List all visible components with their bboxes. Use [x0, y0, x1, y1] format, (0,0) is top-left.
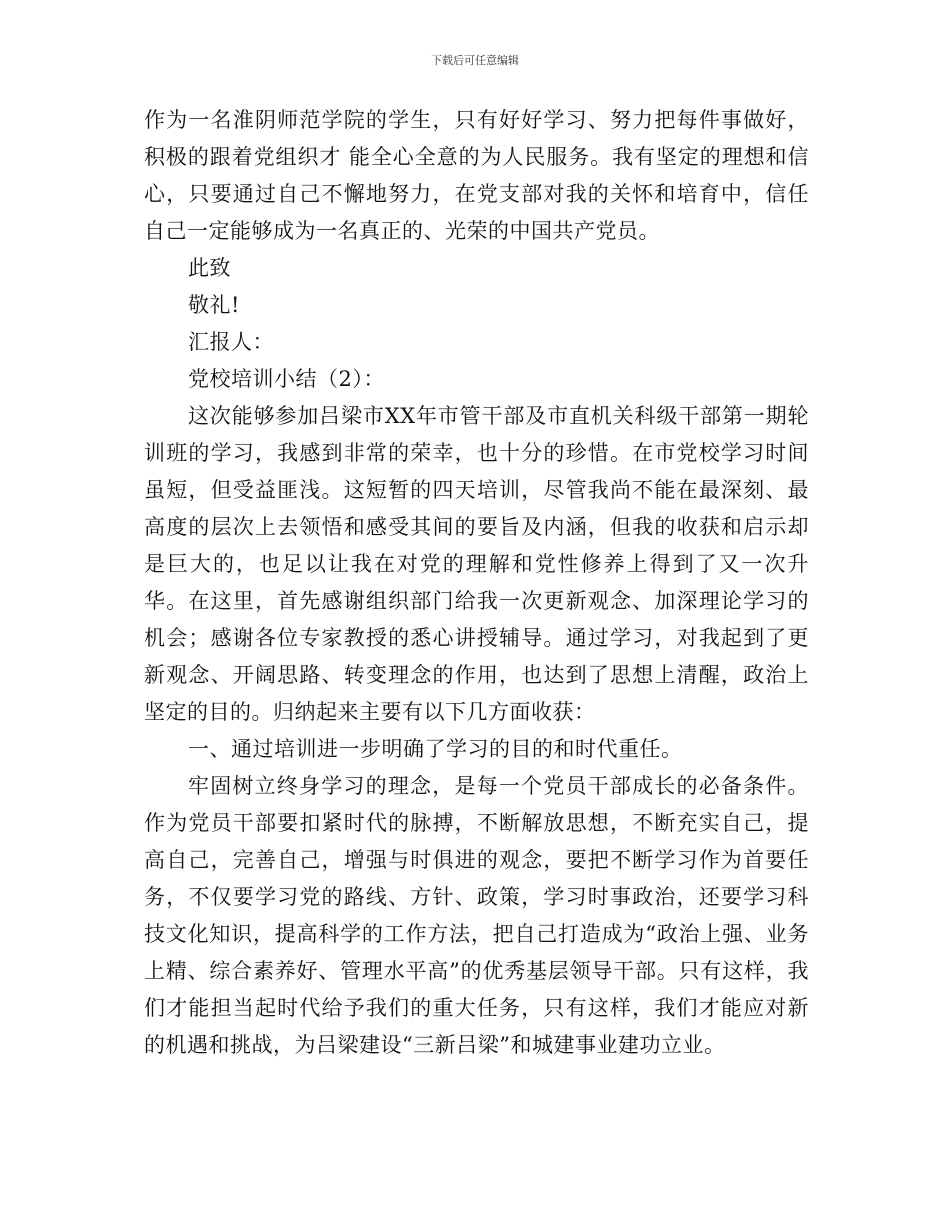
- paragraph-intro: 这次能够参加吕梁市XX年市管干部及市直机关科级干部第一期轮训班的学习，我感到非常的荣幸，也十分的珍惜。在市党校学习时间虽短，但受益匪浅。这短暂的四天培训，尽管我尚不能在最深刻、最高度的层次上去领悟和感受其间的要旨及内涵，但我的收获和启示却是巨大的，也足以让我在对党的理解和党性修养上得到了又一次升华。在这里，首先感谢组织部门给我一次更新观念、加深理论学习的机会；感谢各位专家教授的悉心讲授辅导。通过学习，对我起到了更新观念、开阔思路、转变理念的作用，也达到了思想上清醒，政治上坚定的目的。归纳起来主要有以下几方面收获：: [144, 404, 809, 724]
- document-body: [144, 102, 809, 1064]
- paragraph-lifelong-learning: 牢固树立终身学习的理念，是每一个党员干部成长的必备条件。作为党员干部要扣紧时代的脉搏，不断解放思想，不断充实自己，提高自己，完善自己，增强与时俱进的观念，要把不断学习作为首要任务，不仅要学习党的路线、方针、政策，学习时事政治，还要学习科技文化知识，提高科学的工作方法，把自己打造成为“政治上强、业务上精、综合素养好、管理水平高”的优秀基层领导干部。只有这样，我们才能担当起时代给予我们的重大任务，只有这样，我们才能应对新的机遇和挑战，为吕梁建设“三新吕梁”和城建事业建功立业。: [144, 774, 809, 1057]
- reporter-label: 汇报人：: [188, 330, 274, 354]
- subheading-one: 一、通过培训进一步明确了学习的目的和时代重任。: [188, 737, 683, 761]
- section-heading: 党校培训小结（2）：: [188, 367, 385, 391]
- closing-jingli: 敬礼!: [188, 293, 240, 317]
- page-header-note: 下载后可任意编辑: [431, 54, 519, 67]
- paragraph-continuation: 作为一名淮阴师范学院的学生，只有好好学习、努力把每件事做好，积极的跟着党组织才 能全心全意的为人民服务。我有坚定的理想和信心，只要通过自己不懈地努力，在党支部对我的关怀和培育中，信任自己一定能够成为一名真正的、光荣的中国共产党员。: [144, 108, 809, 243]
- closing-cizhi: 此致: [188, 256, 231, 280]
